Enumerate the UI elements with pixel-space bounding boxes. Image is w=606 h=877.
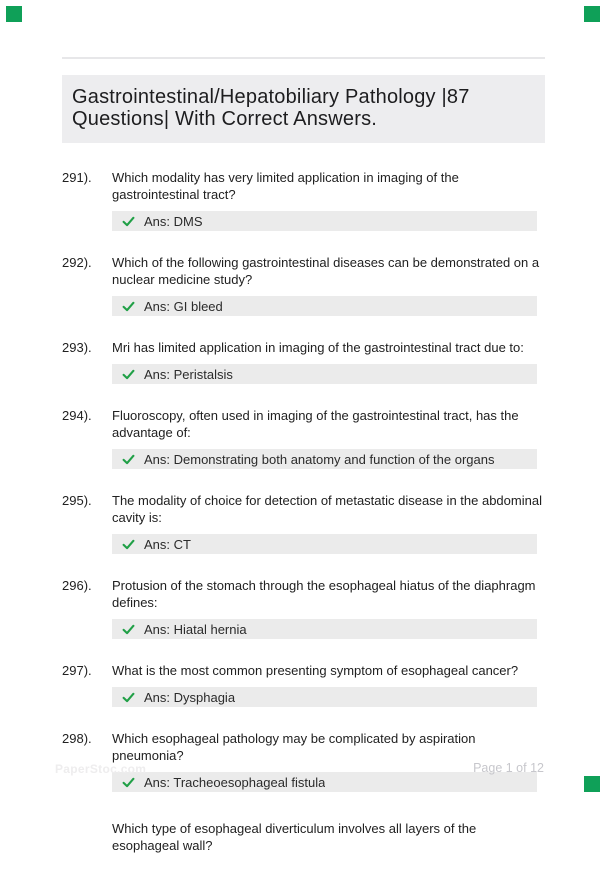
answer-text: Ans: Demonstrating both anatomy and function of the organs: [144, 451, 495, 467]
answer-text: Ans: Peristalsis: [144, 366, 233, 382]
question-number: 295).: [62, 493, 92, 508]
answer-bar: [112, 296, 537, 316]
question-number: 297).: [62, 663, 92, 678]
header-divider: [62, 57, 545, 59]
answer-bar: [112, 687, 537, 707]
answer-bar: [112, 619, 537, 639]
question-number: 298).: [62, 731, 92, 746]
page-footer: [0, 759, 606, 779]
question-item: [62, 662, 545, 707]
question-text: The modality of choice for detection of metastatic disease in the abdominal cavity is:: [112, 493, 542, 525]
check-icon: [122, 453, 135, 466]
question-item: [62, 577, 545, 639]
question-text: What is the most common presenting symptom of esophageal cancer?: [112, 663, 519, 678]
answer-bar: [112, 364, 537, 384]
answer-text: Ans: Hiatal hernia: [144, 621, 247, 637]
question-text: Mri has limited application in imaging of the gastrointestinal tract due to:: [112, 340, 524, 355]
check-icon: [122, 623, 135, 636]
question-text: Which esophageal pathology may be complicated by aspiration pneumonia?: [112, 731, 476, 763]
check-icon: [122, 691, 135, 704]
question-list: [62, 169, 545, 854]
corner-marker-top-left: [6, 6, 22, 22]
page-title: Gastrointestinal/Hepatobiliary Pathology |87 Questions| With Correct Answers.: [72, 86, 470, 130]
corner-marker-top-right: [584, 6, 600, 22]
question-text: Which modality has very limited application in imaging of the gastrointestinal tract?: [112, 170, 459, 202]
answer-text: Ans: Dysphagia: [144, 689, 236, 705]
question-text: Which type of esophageal diverticulum involves all layers of the esophageal wall?: [112, 821, 477, 853]
answer-text: Ans: GI bleed: [144, 298, 223, 314]
check-icon: [122, 538, 135, 551]
check-icon: [122, 368, 135, 381]
answer-text: Ans: DMS: [144, 213, 203, 229]
page-indicator: Page 1 of 12: [473, 761, 544, 775]
answer-text: Ans: CT: [144, 536, 191, 552]
answer-bar: [112, 449, 537, 469]
question-number: 296).: [62, 578, 92, 593]
question-text: Protusion of the stomach through the esophageal hiatus of the diaphragm defines:: [112, 578, 536, 610]
question-text: Fluoroscopy, often used in imaging of the gastrointestinal tract, has the advantage of:: [112, 408, 519, 440]
question-number: 291).: [62, 170, 92, 185]
question-item: [62, 169, 545, 231]
document-page: [62, 57, 545, 877]
check-icon: [122, 215, 135, 228]
question-item: [62, 815, 545, 854]
answer-bar: [112, 534, 537, 554]
question-number: 292).: [62, 255, 92, 270]
title-block: [62, 75, 545, 143]
question-item: [62, 254, 545, 316]
answer-bar: [112, 211, 537, 231]
question-item: [62, 339, 545, 384]
question-number: 294).: [62, 408, 92, 423]
question-text: Which of the following gastrointestinal diseases can be demonstrated on a nuclear medicine study?: [112, 255, 540, 287]
answer-text: Ans: Tracheoesophageal fistula: [144, 774, 326, 790]
question-item: [62, 407, 545, 469]
question-number: 293).: [62, 340, 92, 355]
check-icon: [122, 300, 135, 313]
watermark: PaperStoc.com: [55, 762, 147, 776]
question-item: [62, 492, 545, 554]
